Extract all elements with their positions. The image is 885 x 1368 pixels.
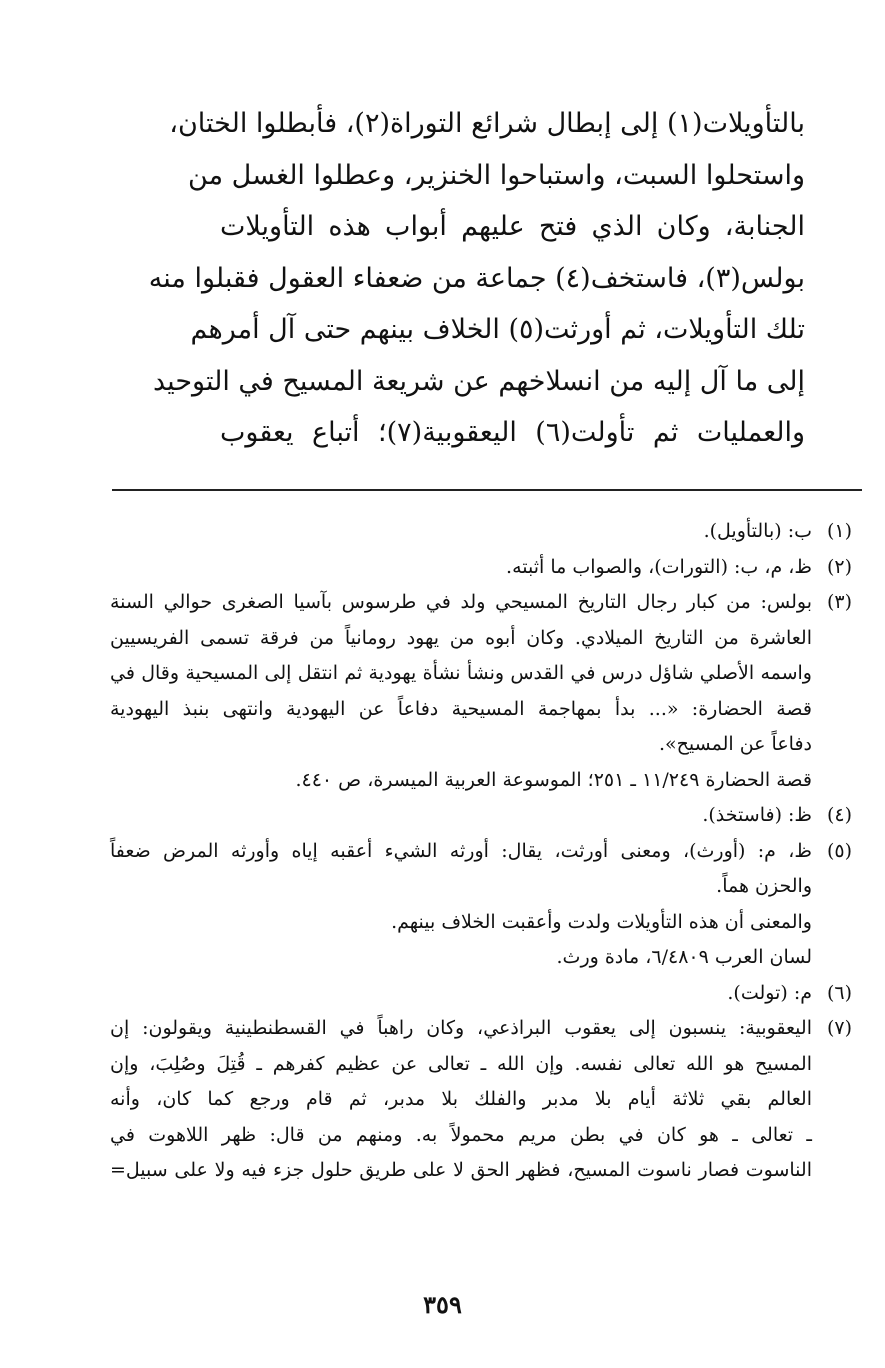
footnote-line: العاشرة من التاريخ الميلادي. وكان أبوه من يهود رومانياً من فرقة تسمى الفريسيين: [110, 626, 812, 649]
footnote-line: لسان العرب ٦/٤٨٠٩، مادة ورث.: [556, 946, 812, 968]
footnote-line: ظ: (فاستخذ).: [702, 804, 812, 826]
main-text-line: واستحلوا السبت، واستباحوا الخنزير، وعطلوا الغسل من: [188, 159, 805, 191]
footnote-line: قصة الحضارة ١١/٢٤٩ ـ ٢٥١؛ الموسوعة العربية الميسرة، ص ٤٤٠.: [295, 768, 812, 791]
footnote-line: المسيح هو الله تعالى نفسه. وإن الله ـ تعالى عن عظيم كفرهم ـ قُتِلَ وصُلِبَ، وإن: [110, 1052, 812, 1075]
footnote-line: اليعقوبية: ينسبون إلى يعقوب البراذعي، وكان راهباً في القسطنطينية ويقولون: إن: [110, 1017, 812, 1039]
footnote-number: (٢): [826, 555, 852, 578]
page-number: ٣٥٩: [423, 1290, 462, 1319]
footnote-line: والحزن هماً.: [716, 875, 812, 897]
main-text-line: تلك التأويلات، ثم أورثت(٥) الخلاف بينهم حتى آل أمرهم: [190, 314, 805, 345]
main-text-line: بولس(٣)، فاستخف(٤) جماعة من ضعفاء العقول فقبلوا منه: [148, 262, 805, 294]
footnote-2: [110, 550, 852, 586]
footnote-5: [110, 834, 852, 976]
footnote-line: قصة الحضارة: «... بدأ بمهاجمة المسيحية دفاعاً عن اليهودية وانتهى بنبذ اليهودية: [110, 697, 812, 720]
footnote-line: ظ، م، ب: (التورات)، والصواب ما أثبته.: [506, 555, 812, 578]
footnote-1: [110, 514, 852, 550]
footnote-line: والمعنى أن هذه التأويلات ولدت وأعقبت الخلاف بينهم.: [391, 910, 812, 933]
footnote-7: [110, 1011, 852, 1189]
footnotes-section: [110, 514, 852, 1189]
footnote-number: (٣): [826, 591, 852, 613]
footnote-line: بولس: من كبار رجال التاريخ المسيحي ولد في طرسوس بآسيا الصغرى حوالي السنة: [110, 591, 812, 613]
footnote-line: ـ تعالى ـ هو كان في بطن مريم محمولاً به. ومنهم من قال: ظهر اللاهوت في: [110, 1123, 812, 1146]
footnote-line: العالم بقي ثلاثة أيام بلا مدبر والفلك بلا مدبر، ثم قام ورجع كما كان، وأنه: [110, 1088, 812, 1110]
footnote-line: ظ، م: (أورث)، ومعنى أورثت، يقال: أورثه الشيء أعقبه إياه وأورثه المرض ضعفاً: [110, 839, 812, 862]
footnote-line: واسمه الأصلي شاؤل درس في القدس ونشأ نشأة يهودية ثم انتقل إلى المسيحية وقال في: [110, 662, 812, 684]
footnote-4: [110, 798, 852, 834]
footnote-number: (٦): [826, 981, 852, 1004]
footnote-6: [110, 976, 852, 1012]
footnote-line: ب: (بالتأويل).: [703, 520, 812, 542]
footnote-divider: [112, 489, 862, 491]
footnote-number: (٥): [826, 839, 852, 862]
main-text-line: الجنابة، وكان الذي فتح عليهم أبواب هذه التأويلات: [220, 211, 805, 242]
main-text-line: بالتأويلات(١) إلى إبطال شرائع التوراة(٢)، فأبطلوا الختان،: [169, 108, 805, 139]
main-text-line: والعمليات ثم تأولت(٦) اليعقوبية(٧)؛ أتباع يعقوب: [220, 417, 805, 448]
footnote-number: (٤): [826, 804, 852, 826]
footnote-3: [110, 585, 852, 798]
footnote-line: م: (تولت).: [727, 981, 812, 1004]
footnote-number: (٧): [826, 1017, 852, 1039]
footnote-number: (١): [826, 520, 852, 542]
footnote-line: الناسوت فصار ناسوت المسيح، فظهر الحق لا على طريق حلول جزء فيه ولا على سبيل=: [110, 1159, 812, 1181]
main-text-block: [148, 98, 805, 459]
main-text-line: إلى ما آل إليه من انسلاخهم عن شريعة المسيح في التوحيد: [153, 365, 805, 397]
footnote-line: دفاعاً عن المسيح».: [658, 733, 812, 755]
